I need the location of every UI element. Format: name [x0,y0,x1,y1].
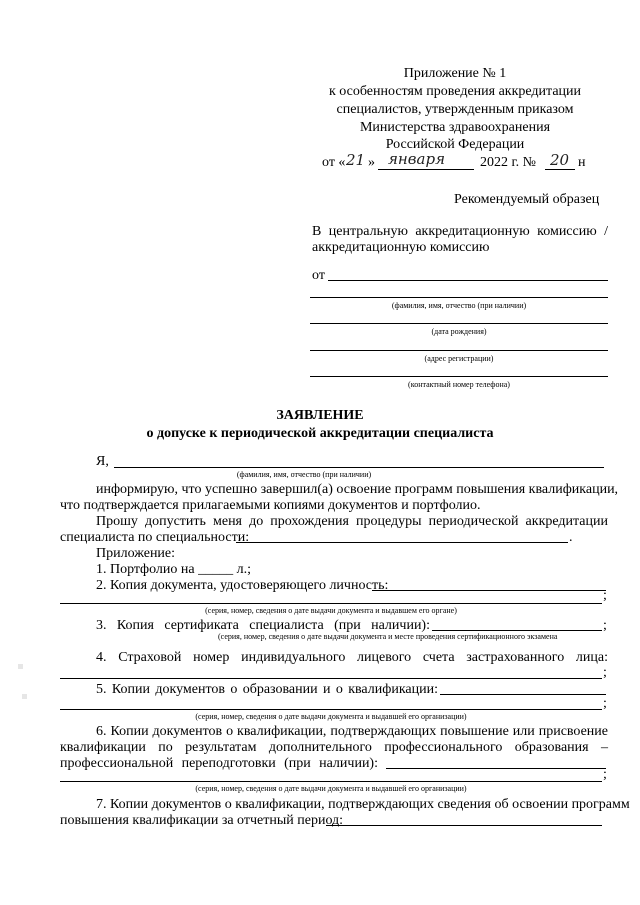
hint-item2: (серия, номер, сведения о дате выдачи документа и выдавшем его органе) [205,606,457,615]
sample-label: Рекомендуемый образец [454,192,600,207]
inform-line2: что подтверждается прилагаемыми копиями документов и портфолио. [60,498,481,513]
item3-certificate: 3. Копия сертификата специалиста (при наличии): [96,618,430,633]
fio-field-line[interactable] [114,467,604,468]
item2-field-line[interactable] [372,590,606,591]
date-month-handwritten: января [388,150,446,168]
hint-item6: (серия, номер, сведения о дате выдачи документа и выдавшей его организации) [195,784,467,793]
item6-line1: 6. Копии документов о квалификации, подтверждающих повышение или присвоение [96,724,608,739]
item7-line2: повышения квалификации за отчетный период: [60,813,344,828]
birthdate-field-line[interactable] [310,323,608,324]
date-day-handwritten: 21 [346,151,366,169]
order-number-handwritten: 20 [550,151,570,169]
item6-line2: квалификации по результатам дополнительного профессионального образования – [60,740,608,755]
item5-education: 5. Копии документов о образовании и о квалификации: [96,682,438,697]
date-suffix: н [578,155,586,170]
item7-line1: 7. Копии документов о квалификации, подтверждающих сведения об освоении программ [96,797,630,812]
date-quote: » [368,155,375,170]
date-year: 2022 г. № [480,155,537,170]
attachments-label: Приложение: [96,546,176,561]
hint-birthdate: (дата рождения) [431,327,487,336]
ask-line2-end: . [569,530,573,545]
hint-item3: (серия, номер, сведения о дате выдачи документа и месте проведения сертификационного экзамена [218,632,558,641]
item2-field-line2[interactable] [60,603,602,604]
header-line2: к особенностям проведения аккредитации [328,84,582,99]
ask-line2: специалиста по специальности: [60,530,250,545]
header-line5: Российской Федерации [385,137,525,152]
item7-field-line[interactable] [326,825,602,826]
date-prefix: от « [322,155,346,170]
item6-field-line[interactable] [386,768,606,769]
header-line3: специалистов, утвержденным приказом [336,102,574,117]
document-title: ЗАЯВЛЕНИЕ [276,408,364,423]
item4-snils: 4. Страховой номер индивидуального лицевого счета застрахованного лица: [96,650,608,665]
order-number-underline [545,169,575,170]
item5-field-line2[interactable] [60,709,602,710]
document-subtitle: о допуске к периодической аккредитации специалиста [146,426,494,441]
hint-name: (фамилия, имя, отчество (при наличии) [391,301,527,310]
addressee-line2: аккредитационную комиссию [312,240,490,255]
ask-line1: Прошу допустить меня до прохождения процедуры периодической аккредитации [96,514,608,529]
item4-semicolon: ; [603,665,607,680]
item5-semicolon: ; [603,696,607,711]
date-month-underline [378,169,474,170]
item3-semicolon: ; [603,618,607,633]
from-field-line[interactable] [328,280,608,281]
item5-field-line[interactable] [440,694,606,695]
name-field-line[interactable] [310,297,608,298]
header-line1: Приложение № 1 [403,66,507,81]
phone-field-line[interactable] [310,376,608,377]
hint-phone: (контактный номер телефона) [408,380,510,389]
item2-id-copy: 2. Копия документа, удостоверяющего личность: [96,578,389,593]
item6-line3: профессиональной переподготовки (при наличии): [60,756,378,771]
hint-address: (адрес регистрации) [424,354,494,363]
item3-field-line[interactable] [432,630,602,631]
header-line4: Министерства здравоохранения [359,120,551,135]
scan-artifact [22,694,27,699]
specialty-field-line[interactable] [236,542,568,543]
address-field-line[interactable] [310,350,608,351]
item1-portfolio: 1. Портфолио на _____ л.; [96,562,251,577]
hint-fio: (фамилия, имя, отчество (при наличии) [236,470,372,479]
item2-semicolon: ; [603,588,607,603]
item6-semicolon: ; [603,767,607,782]
item4-field-line[interactable] [60,678,602,679]
scan-artifact [18,664,23,669]
hint-item5: (серия, номер, сведения о дате выдачи документа и выдавшей его организации) [195,712,467,721]
item6-field-line2[interactable] [60,781,602,782]
i-label: Я, [96,454,109,469]
addressee-line1: В центральную аккредитационную комиссию / [312,224,608,239]
inform-line1: информирую, что успешно завершил(а) освоение программ повышения квалификации, [96,482,619,497]
from-label: от [312,268,325,283]
